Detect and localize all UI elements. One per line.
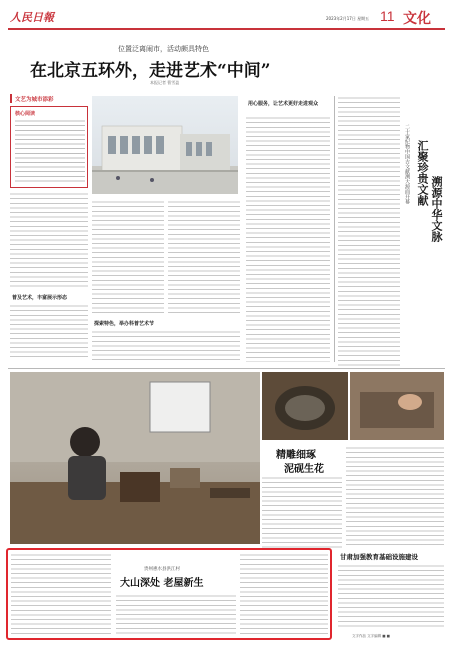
bottom-kicker: 贵州惠水县洪江村 xyxy=(144,567,180,572)
top-kicker: 位置泛离闹市，活动颇具特色 xyxy=(118,45,209,53)
far-right-text-block xyxy=(338,96,400,366)
masthead xyxy=(8,6,445,28)
feature-title-1: 精雕细琢 xyxy=(276,450,316,461)
bottom-text-right xyxy=(240,553,328,637)
center-text-block-2 xyxy=(168,200,240,316)
section-separator xyxy=(8,368,445,369)
subhead-popularize: 普及艺术，丰富展示形态 xyxy=(12,295,68,301)
feature-text-block-2 xyxy=(346,446,444,546)
column-tag xyxy=(10,94,88,103)
left-text-block-1 xyxy=(10,192,88,290)
right-bottom-headline: 甘肃加强教育基础设施建设 xyxy=(340,553,418,561)
right-vertical-title-2: 溯源中华文脉 xyxy=(430,176,443,242)
bottom-headline: 大山深处 老屋新生 xyxy=(120,578,204,589)
section-name: 文化 xyxy=(403,11,431,27)
left-text-block-2 xyxy=(10,304,88,360)
masthead-rule xyxy=(8,28,445,30)
column-divider xyxy=(334,96,335,362)
issue-date: 2023年2月17日 星期五 xyxy=(326,16,370,21)
column-tag-label: 文艺为城市添彩 xyxy=(15,97,54,103)
feature-title-2: 泥砚生花 xyxy=(284,464,324,475)
page-footer: 文字作品 文字编辑 ■ ■ xyxy=(352,634,390,638)
core-reading-box xyxy=(10,106,88,188)
feature-text-block-1 xyxy=(262,476,342,548)
hands-photo xyxy=(350,372,444,440)
right-vertical-title-1: 汇聚珍贵文献 xyxy=(416,140,429,206)
top-headline: 在北京五环外，走进艺术“中间” xyxy=(30,61,271,81)
center-text-block-1 xyxy=(92,200,164,316)
inkstone-photo xyxy=(262,372,348,440)
highlighted-article[interactable] xyxy=(6,548,332,640)
right-vertical-kicker: 二十家纪物中国古文献溯大源面开幕 xyxy=(404,124,410,204)
subhead-science-festival: 探索特色，举办科普艺术节 xyxy=(94,321,155,327)
building-photo xyxy=(92,96,238,194)
bottom-text-left xyxy=(11,553,111,637)
bottom-text-center xyxy=(116,594,236,636)
core-reading-body xyxy=(15,119,85,185)
center-text-block-3 xyxy=(92,330,240,362)
right-text-block-1 xyxy=(246,116,330,362)
newspaper-logo: 人民日報 xyxy=(10,11,54,24)
top-byline: 本报记者 曹雪盈 xyxy=(150,80,180,85)
page-number: 11 xyxy=(380,8,395,24)
right-bottom-text xyxy=(338,564,444,630)
building-illustration xyxy=(92,96,238,194)
inkstone-illustration xyxy=(262,372,348,440)
subhead-service: 用心服务，让艺术更好走进观众 xyxy=(248,101,319,107)
core-reading-heading: 核心阅读 xyxy=(15,111,36,117)
craftsman-photo xyxy=(10,372,260,544)
craftsman-illustration xyxy=(10,372,260,544)
hands-illustration xyxy=(350,372,444,440)
